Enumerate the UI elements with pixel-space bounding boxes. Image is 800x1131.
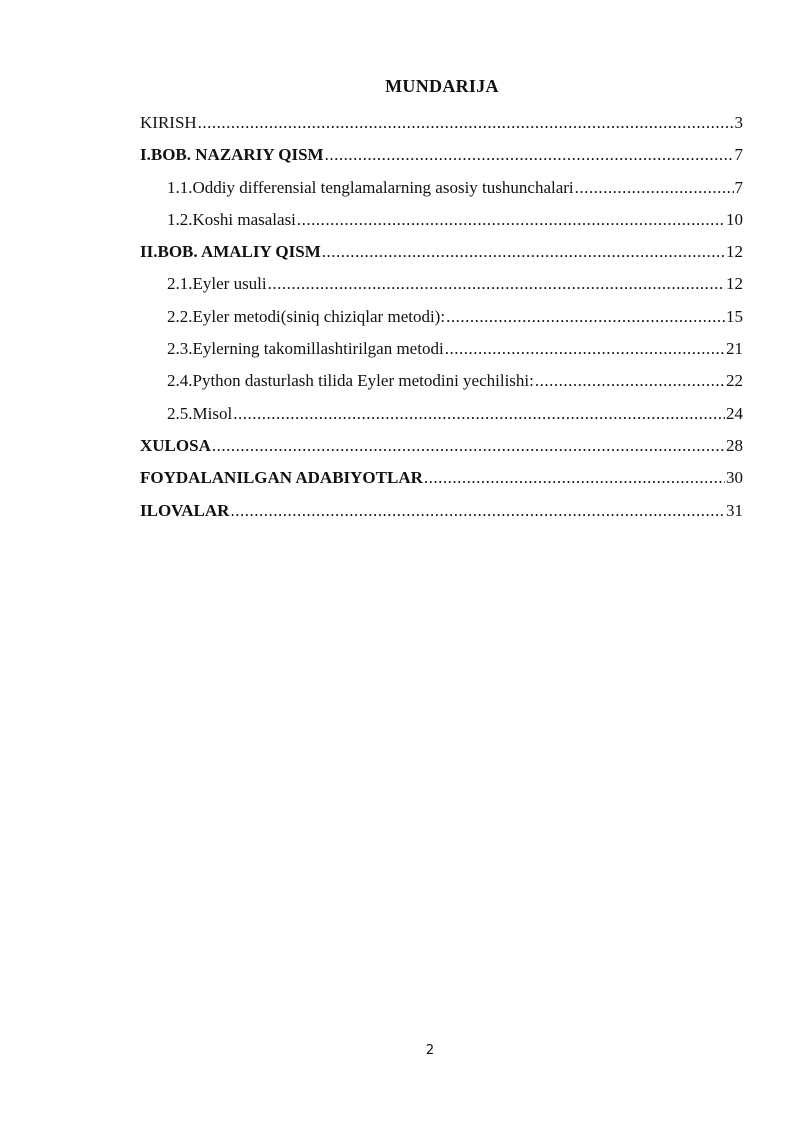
table-of-contents [140, 107, 743, 527]
toc-entry[interactable] [140, 107, 743, 139]
toc-entry-label: 1.1.Oddiy differensial tenglamalarning asosiy tushunchalari [167, 177, 574, 197]
toc-entry-label: II.BOB. AMALIY QISM [140, 242, 321, 262]
toc-entry[interactable] [140, 172, 743, 204]
toc-entry-page: 3 [734, 113, 743, 132]
toc-entry-page: 30 [726, 468, 743, 488]
dot-leader [212, 430, 725, 462]
dot-leader [424, 462, 725, 494]
toc-entry-label: 2.2.Eyler metodi(siniq chiziqlar metodi): [167, 306, 446, 326]
toc-entry-label: 2.3.Eylerning takomillashtirilgan metodi [167, 339, 444, 359]
toc-entry-label: KIRISH [140, 113, 197, 132]
dot-leader [535, 365, 725, 397]
toc-entry-label: XULOSA [140, 435, 211, 455]
toc-entry-label: I.BOB. NAZARIY QISM [140, 145, 324, 165]
toc-entry[interactable] [140, 430, 743, 462]
toc-entry[interactable] [140, 301, 743, 333]
toc-entry[interactable] [140, 398, 743, 430]
toc-entry-page: 31 [726, 500, 743, 520]
dot-leader [445, 333, 725, 365]
toc-entry-page: 7 [734, 145, 743, 165]
toc-entry-label: ILOVALAR [140, 500, 230, 520]
dot-leader [230, 495, 725, 527]
toc-entry-label: FOYDALANILGAN ADABIYOTLAR [140, 468, 423, 488]
toc-entry-label: 1.2.Koshi masalasi [167, 209, 296, 229]
dot-leader [268, 268, 725, 300]
toc-entry[interactable] [140, 333, 743, 365]
toc-entry[interactable] [140, 139, 743, 171]
toc-entry-page: 10 [726, 209, 743, 229]
toc-entry[interactable] [140, 268, 743, 300]
toc-entry-page: 21 [726, 339, 743, 359]
dot-leader [446, 301, 725, 333]
toc-entry-page: 24 [726, 403, 743, 423]
toc-entry-page: 28 [726, 435, 743, 455]
toc-entry-page: 15 [726, 306, 743, 326]
dot-leader [233, 398, 725, 430]
page-number: 2 [425, 1043, 435, 1058]
toc-entry-label: 2.1.Eyler usuli [167, 274, 267, 294]
toc-entry[interactable] [140, 495, 743, 527]
toc-entry[interactable] [140, 462, 743, 494]
dot-leader [575, 172, 734, 204]
dot-leader [297, 204, 725, 236]
page-title: MUNDARIJA [385, 76, 499, 96]
dot-leader [198, 107, 734, 139]
toc-entry-page: 12 [726, 242, 743, 262]
toc-entry-page: 7 [734, 177, 743, 197]
dot-leader [322, 236, 725, 268]
toc-entry-page: 12 [726, 274, 743, 294]
toc-entry[interactable] [140, 204, 743, 236]
toc-entry-label: 2.5.Misol [167, 403, 233, 423]
toc-entry[interactable] [140, 365, 743, 397]
toc-entry-page: 22 [726, 371, 743, 391]
toc-entry-label: 2.4.Python dasturlash tilida Eyler metodini yechilishi: [167, 371, 534, 391]
dot-leader [325, 139, 734, 171]
toc-entry[interactable] [140, 236, 743, 268]
